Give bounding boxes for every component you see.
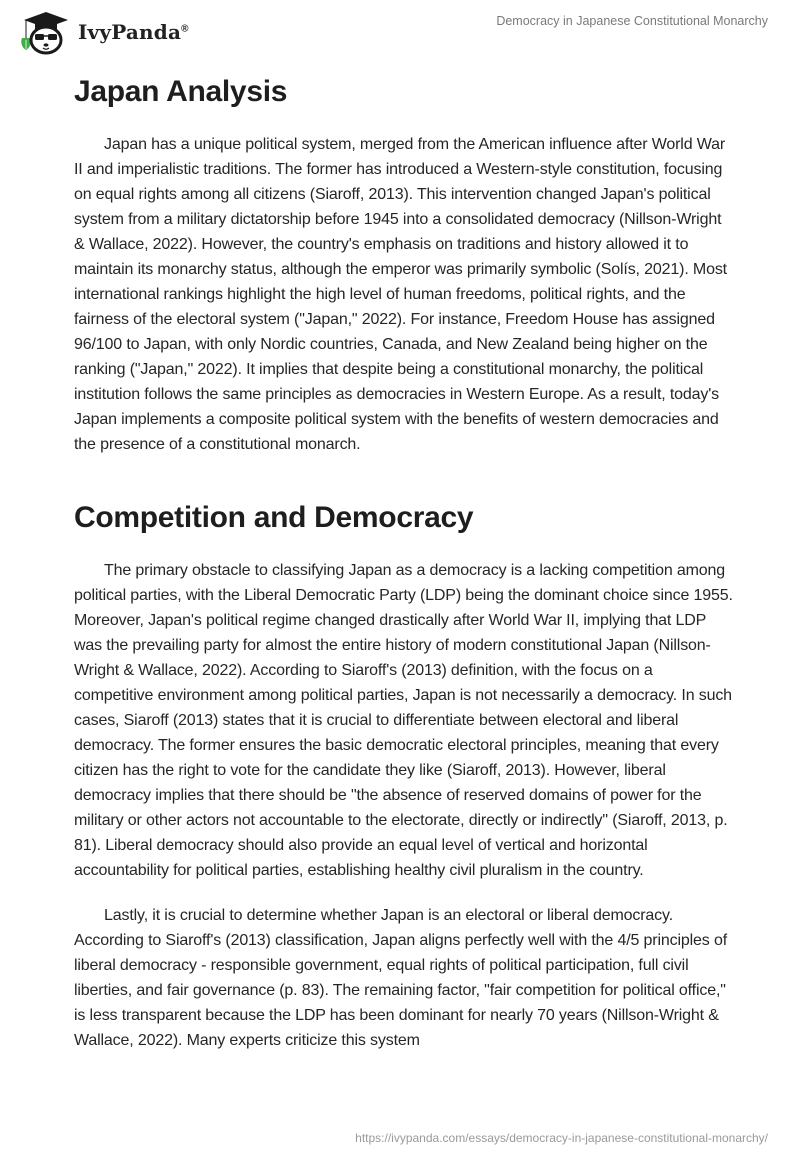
section-body xyxy=(74,558,734,1053)
registered-mark: ® xyxy=(181,23,189,35)
brand-name: IvyPanda® xyxy=(78,20,189,44)
section-heading-competition-and-democracy: Competition and Democracy xyxy=(74,501,474,534)
ivypanda-logo[interactable] xyxy=(18,8,189,56)
paragraph: Japan has a unique political system, merged from the American influence after World War II and imperialistic traditions. The former has introduced a Western-style constitution, focusing on equal rights among all citizens (Siaroff, 2013). This intervention changed Japan's political system from a military dictatorship before 1945 into a consolidated democracy (Nillson-Wright & Wallace, 2022). However, the country's emphasis on traditions and history allowed it to maintain its monarchy status, although the emperor was primarily symbolic (Solís, 2021). Most international rankings highlight the high level of human freedoms, political rights, and the fairness of the electoral system ("Japan," 2022). For instance, Freedom House has assigned 96/100 to Japan, with only Nordic countries, Canada, and New Zealand being higher on the ranking ("Japan," 2022). It implies that despite being a constitutional monarchy, the political institution follows the same principles as democracies in Western Europe. As a result, today's Japan implements a composite political system with the benefits of western democracies and the presence of a constitutional monarch. xyxy=(74,136,727,453)
section-heading-japan-analysis: Japan Analysis xyxy=(74,75,288,108)
paragraph: The primary obstacle to classifying Japan as a democracy is a lacking competition among political parties, with the Liberal Democratic Party (LDP) being the dominant choice since 1955. Moreover, Japan's political regime changed drastically after World War II, implying that LDP was the prevailing party for almost the entire history of modern constitutional Japan (Nillson-Wright & Wallace, 2022). According to Siaroff's (2013) definition, with the focus on a competitive environment among political parties, Japan is not necessarily a democracy. In such cases, Siaroff (2013) states that it is crucial to differentiate between electoral and liberal democracy. The former ensures the basic democratic electoral principles, meaning that every citizen has the right to vote for the candidate they like (Siaroff, 2013). However, liberal democracy implies that there should be "the absence of reserved domains of power for the military or other actors not accountable to the electorate, directly or indirectly" (Siaroff, 2013, p. 81). Liberal democracy should also provide an equal level of vertical and horizontal accountability for political parties, establishing healthy civil pluralism in the country. xyxy=(74,562,733,879)
page-header xyxy=(0,0,800,60)
panda-graduate-icon xyxy=(18,8,74,56)
document-title: Democracy in Japanese Constitutional Monarchy xyxy=(496,14,768,28)
source-url-link[interactable]: https://ivypanda.com/essays/democracy-in-japanese-constitutional-monarchy/ xyxy=(355,1131,768,1145)
paragraph: Lastly, it is crucial to determine whether Japan is an electoral or liberal democracy. According to Siaroff's (2013) classification, Japan aligns perfectly well with the 4/5 principles of liberal democracy - responsible government, equal rights of political participation, full civil liberties, and fair governance (p. 83). The remaining factor, "fair competition for political office," is less transparent because the LDP has been dominant for nearly 70 years (Nillson-Wright & Wallace, 2022). Many experts criticize this system xyxy=(74,907,727,1049)
